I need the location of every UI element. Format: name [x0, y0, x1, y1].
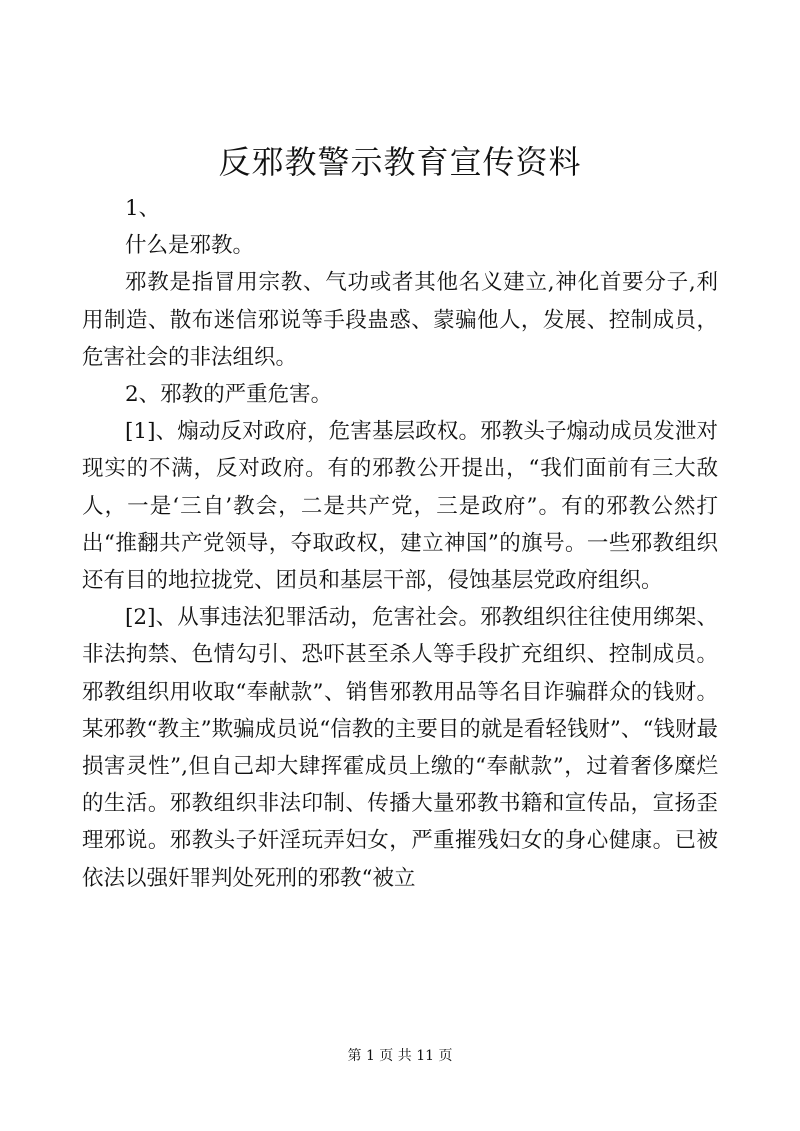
paragraph-question: 什么是邪教。 — [125, 233, 255, 259]
page-title: 反邪教警示教育宣传资料 — [218, 143, 582, 181]
document-body — [82, 190, 718, 897]
paragraph-definition: 邪教是指冒用宗教、气功或者其他名义建立,神化首要分子,利用制造、散布迷信邪说等手段蛊惑、蒙骗他人，发展、控制成员，危害社会的非法组织。 — [82, 270, 718, 370]
paragraph-harm-2: [2]、从事违法犯罪活动，危害社会。邪教组织往往使用绑架、非法拘禁、色情勾引、恐吓甚至杀人等手段扩充组织、控制成员。邪教组织用收取“奉献款”、销售邪教用品等名目诈骗群众的钱财。某邪教“教主”欺骗成员说“信教的主要目的就是看轻钱财”、“钱财最损害灵性”,但自己却大肆挥霍成员上缴的“奉献款”，过着奢侈糜烂的生活。邪教组织非法印制、传播大量邪教书籍和宣传品，宣扬歪理邪说。邪教头子奸淫玩弄妇女，严重摧残妇女的身心健康。已被依法以强奸罪判处死刑的邪教“被立 — [82, 605, 718, 891]
paragraph-number-1: 1、 — [125, 196, 161, 221]
paragraph-section-2: 2、邪教的严重危害。 — [125, 382, 333, 408]
paragraph-harm-1: [1]、煽动反对政府，危害基层政权。邪教头子煽动成员发泄对现实的不满，反对政府。有的邪教公开提出，“我们面前有三大敌人，一是‘三自’教会，二是共产党，三是政府”。有的邪教公然打出“推翻共产党领导，夺取政权，建立神国”的旗号。一些邪教组织还有目的地拉拢党、团员和基层干部，侵蚀基层党政府组织。 — [82, 419, 718, 594]
page-footer: 第 1 页 共 11 页 — [347, 1048, 453, 1064]
